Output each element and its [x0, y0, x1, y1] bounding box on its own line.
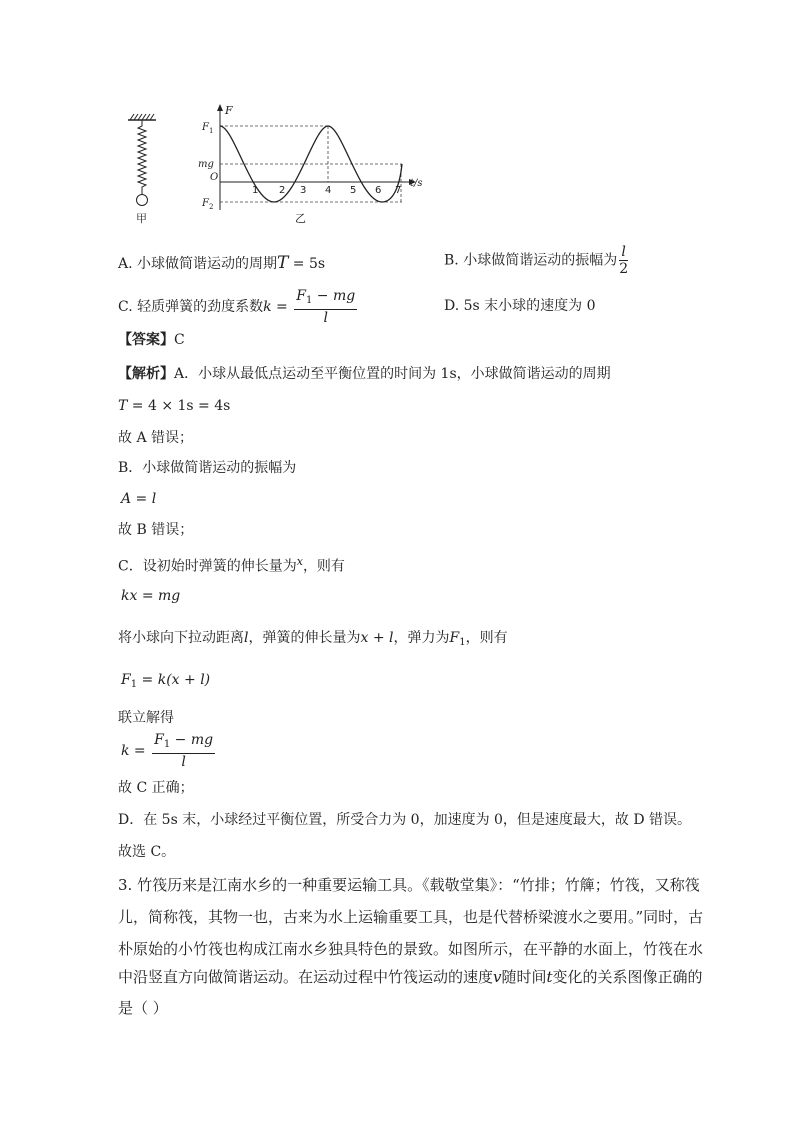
figure-label-left: 甲 [136, 212, 147, 225]
x-tick: 4 [325, 185, 332, 196]
spring [138, 120, 146, 195]
option-b[interactable] [444, 244, 630, 277]
question3-line3: 朴原始的小竹筏也构成江南水乡独具特色的景致。如图所示，在平静的水面上，竹筏在水 [118, 940, 704, 958]
spring-force-figure [112, 100, 442, 230]
analysis-c-solve: 联立解得 [118, 710, 174, 726]
analysis-a-eq: T = 4 × 1s = 4s [118, 398, 231, 414]
option-b-text: B. 小球做简谐运动的振幅为 [444, 252, 618, 269]
option-c[interactable]: C. 轻质弹簧的劲度系数k = $\frac{F_1 - mg}{l}$ [118, 288, 356, 326]
analysis-c-eq2: $F_1 = k(x + l)$ [121, 672, 211, 690]
mg-label: mg [198, 159, 214, 170]
origin-label: O [210, 172, 219, 183]
analysis-c-eq1: kx = mg [121, 588, 181, 604]
analysis-b-eq: A = l [121, 491, 157, 507]
f2-label: $F_2$ [202, 198, 214, 211]
question3-line5: 是（ ） [118, 999, 168, 1017]
x-tick-labels [252, 185, 401, 196]
analysis-a-conclusion: 故 A 错误； [118, 430, 194, 446]
ball [137, 195, 148, 206]
question3-line4: 中沿竖直方向做简谐运动。在运动过程中竹筏运动的速度v随时间t变化的关系图像正确的 [118, 968, 703, 986]
answer: 【答案】C [118, 332, 185, 348]
x-tick: 6 [375, 185, 382, 196]
axis-y-label: F [225, 104, 233, 117]
option-b-fraction: $\frac{l}{2}$ [619, 244, 629, 277]
x-tick: 7 [395, 185, 402, 196]
x-tick: 1 [252, 185, 259, 196]
question3-line2: 儿，简称筏，其物一也，古来为水上运输重要工具，也是代替桥梁渡水之要用。”同时，古 [118, 908, 704, 926]
axis-x-label: t/s [410, 178, 423, 189]
x-tick: 2 [279, 185, 286, 196]
option-d[interactable]: D. 5s 末小球的速度为 0 [444, 298, 596, 314]
analysis-b: B．小球做简谐运动的振幅为 [118, 460, 297, 476]
analysis-a: 【解析】A．小球从最低点运动至平衡位置的时间为 1s，小球做简谐运动的周期 [118, 366, 611, 382]
analysis-c-conclusion: 故 C 正确； [118, 780, 194, 796]
analysis-c-text: 将小球向下拉动距离l，弹簧的伸长量为x + l，弹力为$F_1$，则有 [118, 630, 508, 648]
analysis-b-conclusion: 故 B 错误； [118, 522, 194, 538]
option-c-text: C. 轻质弹簧的劲度系数 [118, 299, 264, 315]
option-a[interactable]: A. 小球做简谐运动的周期T = 5s [118, 253, 326, 273]
option-c-fraction: $\frac{F_1 - mg}{l}$ [296, 288, 356, 326]
question3-line1: 3. 竹筏历来是江南水乡的一种重要运输工具。《载敬堂集》：“竹排；竹簰；竹筏，又称筏 [118, 876, 700, 894]
x-tick: 3 [300, 185, 307, 196]
x-tick: 5 [350, 185, 357, 196]
option-a-text: A. 小球做简谐运动的周期 [118, 256, 278, 272]
ft-graph [198, 104, 423, 225]
figure-label-right: 乙 [295, 212, 306, 225]
analysis-final: 故选 C。 [118, 844, 176, 860]
analysis-c-eq3: k = $\frac{F_1 - mg}{l}$ [121, 732, 214, 770]
analysis-c: C．设初始时弹簧的伸长量为$^x$，则有 [118, 555, 345, 575]
f1-label: $F_1$ [202, 122, 214, 135]
analysis-d: D．在 5s 末，小球经过平衡位置，所受合力为 0，加速度为 0，但是速度最大，故 D 错误。 [118, 812, 692, 828]
